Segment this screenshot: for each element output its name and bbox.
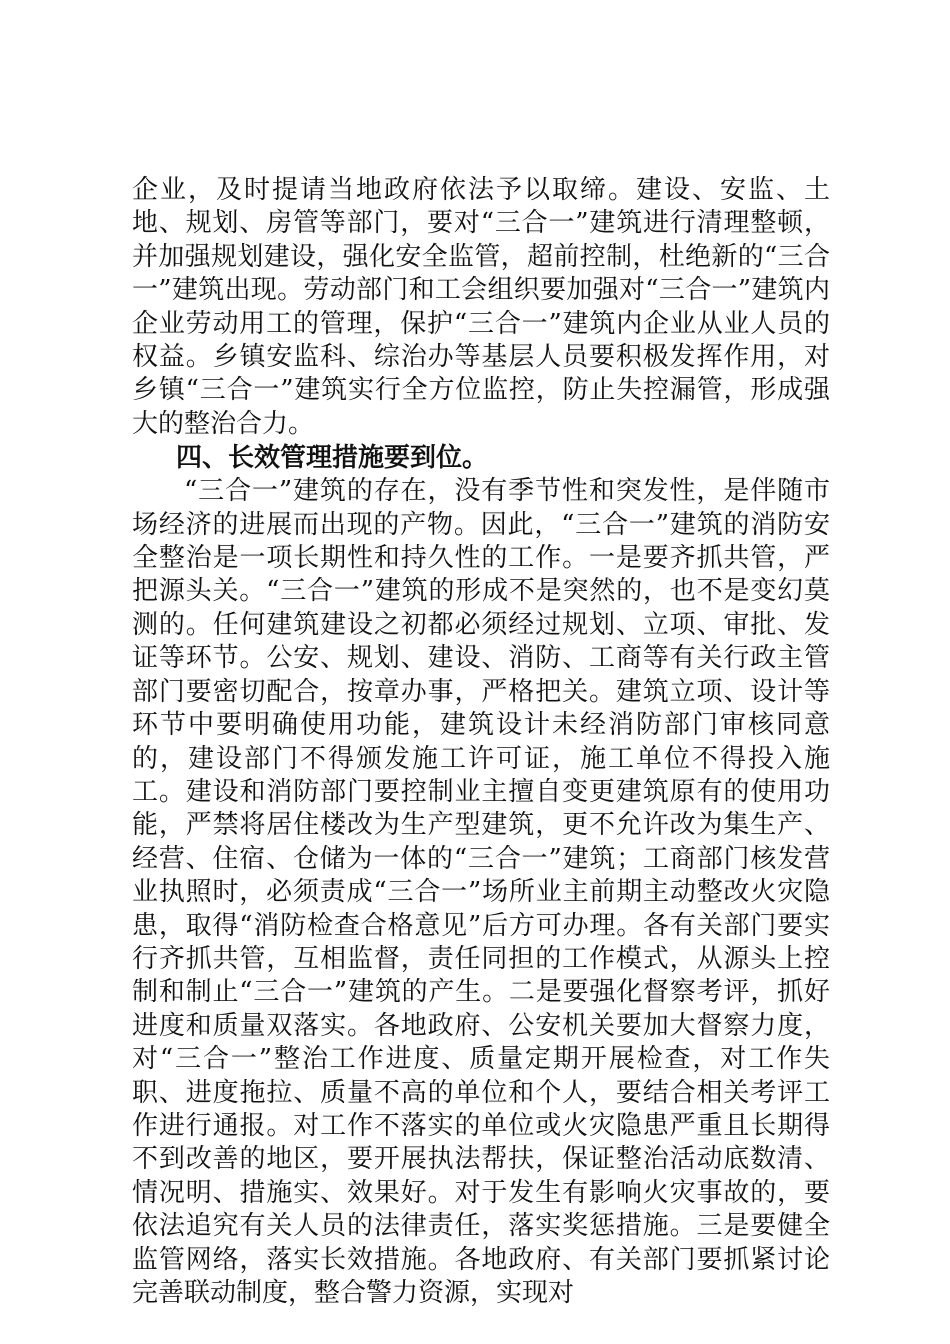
document-body [132, 174, 830, 1310]
section-heading: 四、长效管理措施要到位。 [176, 443, 489, 474]
paragraph-continuation: 企业，及时提请当地政府依法予以取缔。建设、安监、土地、规划、房管等部门，要对“三合一”建筑进行清理整顿，并加强规划建设，强化安全监管，超前控制，杜绝新的“三合一”建筑出现。劳动部门和工会组织要加强对“三合一”建筑内企业劳动用工的管理，保护“三合一”建筑内企业从业人员的权益。乡镇安监科、综治办等基层人员要积极发挥作用，对乡镇“三合一”建筑实行全方位监控，防止失控漏管，形成强大的整治合力。 [132, 175, 830, 439]
section-body-paragraph: “三合一”建筑的存在，没有季节性和突发性，是伴随市场经济的进展而出现的产物。因此，“三合一”建筑的消防安全整治是一项长期性和持久性的工作。一是要齐抓共管，严把源头关。“三合一”建筑的形成不是突然的，也不是变幻莫测的。任何建筑建设之初都必须经过规划、立项、审批、发证等环节。公安、规划、建设、消防、工商等有关行政主管部门要密切配合，按章办事，严格把关。建筑立项、设计等环节中要明确使用功能，建筑设计未经消防部门审核同意的，建设部门不得颁发施工许可证，施工单位不得投入施工。建设和消防部门要控制业主擅自变更建筑原有的使用功能，严禁将居住楼改为生产型建筑，更不允许改为集生产、经营、住宿、仓储为一体的“三合一”建筑；工商部门核发营业执照时，必须责成“三合一”场所业主前期主动整改火灾隐患，取得“消防检查合格意见”后方可办理。各有关部门要实行齐抓共管，互相监督，责任同担的工作模式，从源头上控制和制止“三合一”建筑的产生。二是要强化督察考评，抓好进度和质量双落实。各地政府、公安机关要加大督察力度，对“三合一”整治工作进度、质量定期开展检查，对工作失职、进度拖拉、质量不高的单位和个人，要结合相关考评工作进行通报。对工作不落实的单位或火灾隐患严重且长期得不到改善的地区，要开展执法帮扶，保证整治活动底数清、情况明、措施实、效果好。对于发生有影响火灾事故的，要依法追究有关人员的法律责任，落实奖惩措施。三是要健全监管网络，落实长效措施。各地政府、有关部门要抓紧讨论完善联动制度，整合警力资源，实现对 [132, 476, 830, 1308]
